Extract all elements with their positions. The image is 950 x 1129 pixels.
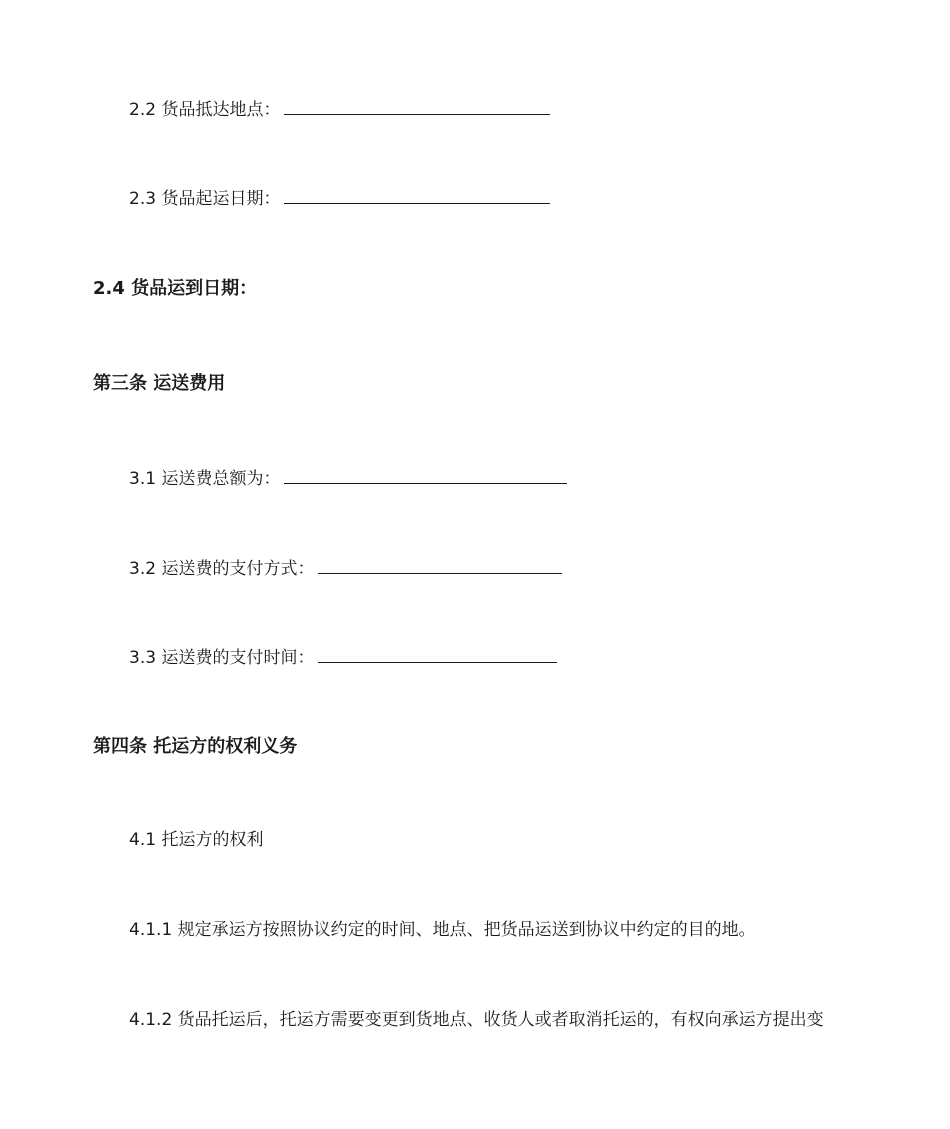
clause-4-1: [129, 828, 263, 852]
clause-3-2-label: 3.2 运送费的支付方式：: [129, 559, 315, 579]
clause-2-3: [129, 186, 550, 210]
clause-2-2-label: 2.2 货品抵达地点：: [129, 100, 281, 120]
clause-4-1-label: 4.1 托运方的权利: [129, 830, 264, 850]
clause-3-3-label: 3.3 运送费的支付时间：: [129, 648, 315, 668]
fill-in-blank-line[interactable]: [318, 645, 557, 663]
clause-2-3-label: 2.3 货品起运日期：: [129, 189, 281, 209]
article-3-label: 第三条 运送费用: [93, 373, 226, 394]
clause-3-1-label: 3.1 运送费总额为：: [129, 469, 281, 489]
article-4-label: 第四条 托运方的权利义务: [93, 736, 298, 757]
article-4-heading: [93, 735, 297, 759]
fill-in-blank-line[interactable]: [284, 97, 550, 115]
clause-3-3: [129, 645, 557, 669]
fill-in-blank-line[interactable]: [284, 466, 567, 484]
clause-3-2: [129, 556, 562, 580]
fill-in-blank-line[interactable]: [284, 186, 550, 204]
clause-4-1-2-text: 4.1.2 货品托运后，托运方需要变更到货地点、收货人或者取消托运的，有权向承运方提出变: [129, 1010, 824, 1030]
clause-3-1: [129, 466, 567, 490]
fill-in-blank-line[interactable]: [318, 556, 562, 574]
clause-2-4-label: 2.4 货品运到日期：: [93, 278, 258, 299]
clause-4-1-1-text: 4.1.1 规定承运方按照协议约定的时间、地点、把货品运送到协议中约定的目的地。: [129, 920, 756, 940]
clause-2-2: [129, 97, 550, 121]
clause-2-4-heading: [93, 277, 257, 301]
article-3-heading: [93, 372, 225, 396]
clause-4-1-2: [129, 1008, 824, 1032]
clause-4-1-1: [129, 918, 756, 942]
